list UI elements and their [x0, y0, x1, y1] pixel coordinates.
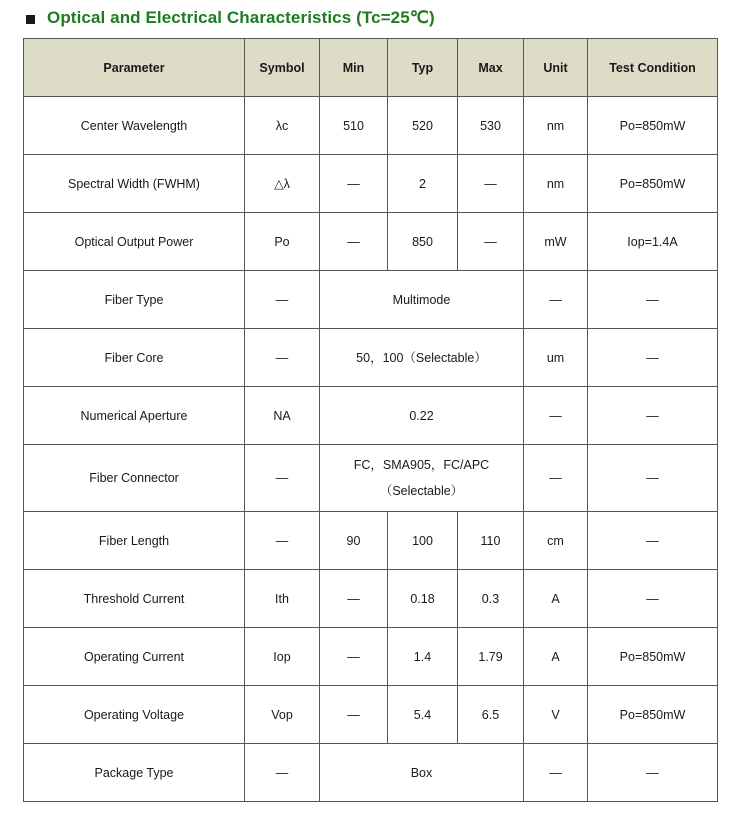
header-max: Max — [458, 39, 524, 97]
cell-unit: mW — [524, 213, 588, 271]
cell-parameter: Spectral Width (FWHM) — [24, 155, 245, 213]
cell-unit: — — [524, 445, 588, 512]
cell-max: 0.3 — [458, 570, 524, 628]
cell-min: 510 — [320, 97, 388, 155]
cell-parameter: Numerical Aperture — [24, 387, 245, 445]
table-header-row — [24, 39, 718, 97]
cell-condition: — — [588, 271, 718, 329]
cell-symbol: Po — [245, 213, 320, 271]
cell-symbol: Vop — [245, 686, 320, 744]
cell-condition: — — [588, 329, 718, 387]
header-symbol: Symbol — [245, 39, 320, 97]
section-title — [26, 6, 435, 30]
cell-condition: Po=850mW — [588, 97, 718, 155]
table-row — [24, 329, 718, 387]
table-row — [24, 213, 718, 271]
cell-symbol: — — [245, 512, 320, 570]
cell-merged-value: Multimode — [320, 271, 524, 329]
table-row — [24, 387, 718, 445]
cell-condition: — — [588, 744, 718, 802]
cell-symbol: △λ — [245, 155, 320, 213]
cell-parameter: Optical Output Power — [24, 213, 245, 271]
cell-parameter: Fiber Type — [24, 271, 245, 329]
cell-parameter: Fiber Core — [24, 329, 245, 387]
cell-unit: cm — [524, 512, 588, 570]
connector-types-text: FC，SMA905，FC/APC — [353, 458, 490, 472]
cell-unit: — — [524, 271, 588, 329]
cell-unit: A — [524, 570, 588, 628]
table-row — [24, 97, 718, 155]
cell-max: — — [458, 213, 524, 271]
cell-typ: 5.4 — [388, 686, 458, 744]
cell-min: — — [320, 686, 388, 744]
cell-condition: Po=850mW — [588, 686, 718, 744]
cell-min: — — [320, 570, 388, 628]
cell-parameter: Operating Voltage — [24, 686, 245, 744]
header-typ: Typ — [388, 39, 458, 97]
cell-max: 6.5 — [458, 686, 524, 744]
cell-unit: um — [524, 329, 588, 387]
cell-min: — — [320, 155, 388, 213]
cell-symbol: — — [245, 329, 320, 387]
header-parameter: Parameter — [24, 39, 245, 97]
table-row — [24, 155, 718, 213]
cell-condition: — — [588, 570, 718, 628]
table-row — [24, 744, 718, 802]
cell-parameter: Package Type — [24, 744, 245, 802]
cell-parameter: Threshold Current — [24, 570, 245, 628]
cell-condition: Iop=1.4A — [588, 213, 718, 271]
cell-condition: — — [588, 387, 718, 445]
cell-max: 530 — [458, 97, 524, 155]
cell-typ: 520 — [388, 97, 458, 155]
cell-typ: 100 — [388, 512, 458, 570]
table-row — [24, 271, 718, 329]
cell-max: 1.79 — [458, 628, 524, 686]
table-row — [24, 445, 718, 512]
section-title-text: Optical and Electrical Characteristics (Tc=25℃) — [47, 8, 435, 27]
cell-unit: A — [524, 628, 588, 686]
cell-unit: — — [524, 744, 588, 802]
table-row — [24, 686, 718, 744]
square-bullet-icon — [26, 15, 35, 24]
cell-typ: 850 — [388, 213, 458, 271]
cell-symbol: — — [245, 744, 320, 802]
cell-unit: V — [524, 686, 588, 744]
cell-parameter: Fiber Connector — [24, 445, 245, 512]
cell-merged-value — [320, 445, 524, 512]
cell-typ: 1.4 — [388, 628, 458, 686]
cell-condition: Po=850mW — [588, 155, 718, 213]
cell-symbol: — — [245, 445, 320, 512]
header-min: Min — [320, 39, 388, 97]
cell-condition: Po=850mW — [588, 628, 718, 686]
table-row — [24, 570, 718, 628]
cell-unit: nm — [524, 97, 588, 155]
connector-selectable-text: （Selectable） — [379, 484, 464, 498]
cell-max: — — [458, 155, 524, 213]
spec-table — [23, 38, 718, 802]
cell-merged-value: 0.22 — [320, 387, 524, 445]
cell-max: 110 — [458, 512, 524, 570]
header-unit: Unit — [524, 39, 588, 97]
cell-condition: — — [588, 512, 718, 570]
cell-merged-value: Box — [320, 744, 524, 802]
cell-symbol: — — [245, 271, 320, 329]
cell-symbol: NA — [245, 387, 320, 445]
cell-min: 90 — [320, 512, 388, 570]
cell-symbol: Ith — [245, 570, 320, 628]
cell-typ: 0.18 — [388, 570, 458, 628]
cell-unit: — — [524, 387, 588, 445]
cell-typ: 2 — [388, 155, 458, 213]
cell-merged-value: 50，100（Selectable） — [320, 329, 524, 387]
cell-unit: nm — [524, 155, 588, 213]
cell-condition: — — [588, 445, 718, 512]
cell-min: — — [320, 628, 388, 686]
table-row — [24, 512, 718, 570]
table-row — [24, 628, 718, 686]
cell-symbol: λc — [245, 97, 320, 155]
cell-min: — — [320, 213, 388, 271]
header-test-condition: Test Condition — [588, 39, 718, 97]
cell-symbol: Iop — [245, 628, 320, 686]
cell-parameter: Fiber Length — [24, 512, 245, 570]
cell-parameter: Operating Current — [24, 628, 245, 686]
cell-parameter: Center Wavelength — [24, 97, 245, 155]
